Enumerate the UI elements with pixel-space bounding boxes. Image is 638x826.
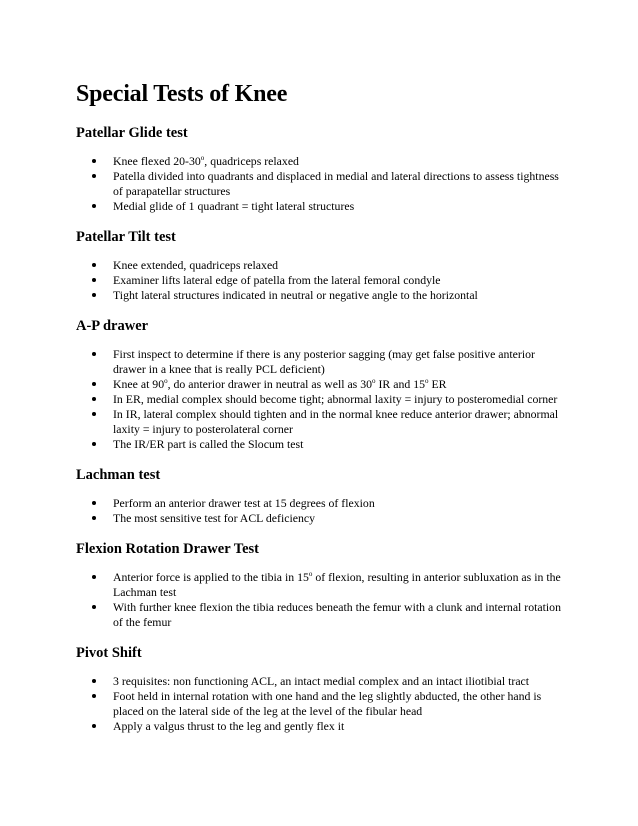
section-heading: Flexion Rotation Drawer Test [76,541,259,557]
section [76,124,566,214]
item-text: ER [428,377,447,391]
list-item [76,511,566,526]
item-text: In ER, medial complex should become tight; abnormal laxity = injury to posteromedial corner [113,392,558,406]
section [76,317,566,452]
sections-container [76,124,566,734]
bullet-icon [92,352,96,356]
bullet-icon [92,575,96,579]
bullet-icon [92,278,96,282]
item-text: Patella divided into quadrants and displaced in medial and lateral directions to assess tightness of parapatellar structures [113,169,559,198]
section [76,540,566,630]
bullet-icon [92,442,96,446]
bullet-list [76,496,566,526]
item-text: First inspect to determine if there is any posterior sagging (may get false positive anterior drawer in a knee that is really PCL deficient) [113,347,535,376]
list-item [76,437,566,452]
section-heading: Pivot Shift [76,645,142,661]
item-text: , do anterior drawer in neutral as well as 30 [167,377,373,391]
item-text: Tight lateral structures indicated in neutral or negative angle to the horizontal [113,288,478,302]
bullet-icon [92,174,96,178]
degree-superscript: o [164,377,168,385]
list-item [76,674,566,689]
bullet-icon [92,605,96,609]
bullet-icon [92,204,96,208]
bullet-list [76,154,566,214]
bullet-icon [92,501,96,505]
list-item [76,199,566,214]
list-item [76,169,566,199]
item-text: IR and 15 [375,377,426,391]
bullet-list [76,347,566,452]
list-item [76,689,566,719]
item-text: Medial glide of 1 quadrant = tight lateral structures [113,199,355,213]
item-text: Apply a valgus thrust to the leg and gently flex it [113,719,345,733]
item-text: In IR, lateral complex should tighten and in the normal knee reduce anterior drawer; abnormal laxity = injury to posterolateral corner [113,407,559,436]
list-item [76,347,566,377]
item-text: With further knee flexion the tibia reduces beneath the femur with a clunk and internal rotation of the femur [113,600,561,629]
item-text: Knee flexed 20-30 [113,154,201,168]
bullet-list [76,258,566,303]
item-text: Perform an anterior drawer test at 15 degrees of flexion [113,496,375,510]
bullet-icon [92,159,96,163]
degree-superscript: o [200,154,205,162]
item-text: of flexion, resulting in anterior subluxation as in the Lachman test [113,570,561,599]
bullet-icon [92,694,96,698]
degree-superscript: o [308,570,313,578]
list-item [76,600,566,630]
item-text: Knee at 90 [113,377,165,391]
list-item [76,392,566,407]
item-text: Anterior force is applied to the tibia in 15 [113,570,309,584]
list-item [76,273,566,288]
degree-superscript: o [425,377,429,385]
item-text: Foot held in internal rotation with one hand and the leg slightly abducted, the other hand is placed on the lateral side of the leg at the level of the fibular head [113,689,542,718]
bullet-list [76,570,566,630]
bullet-icon [92,397,96,401]
bullet-icon [92,724,96,728]
list-item [76,407,566,437]
item-text: The most sensitive test for ACL deficiency [113,511,316,525]
item-text: The IR/ER part is called the Slocum test [113,437,304,451]
list-item [76,496,566,511]
bullet-icon [92,382,96,386]
list-item [76,288,566,303]
section-heading: A-P drawer [76,318,149,334]
section-heading: Patellar Glide test [76,125,188,141]
section [76,228,566,303]
section-heading: Patellar Tilt test [76,229,176,245]
list-item [76,154,566,169]
list-item [76,377,566,392]
list-item [76,570,566,600]
section-heading: Lachman test [76,467,161,483]
bullet-icon [92,516,96,520]
document-page [76,80,566,748]
section [76,466,566,526]
item-text: Examiner lifts lateral edge of patella from the lateral femoral condyle [113,273,441,287]
item-text: Knee extended, quadriceps relaxed [113,258,279,272]
page-title: Special Tests of Knee [76,81,288,107]
bullet-icon [92,679,96,683]
item-text: 3 requisites: non functioning ACL, an intact medial complex and an intact iliotibial tract [113,674,530,688]
bullet-list [76,674,566,734]
item-text: , quadriceps relaxed [204,154,299,168]
section [76,644,566,734]
degree-superscript: o [372,377,376,385]
list-item [76,258,566,273]
list-item [76,719,566,734]
bullet-icon [92,293,96,297]
bullet-icon [92,412,96,416]
bullet-icon [92,263,96,267]
